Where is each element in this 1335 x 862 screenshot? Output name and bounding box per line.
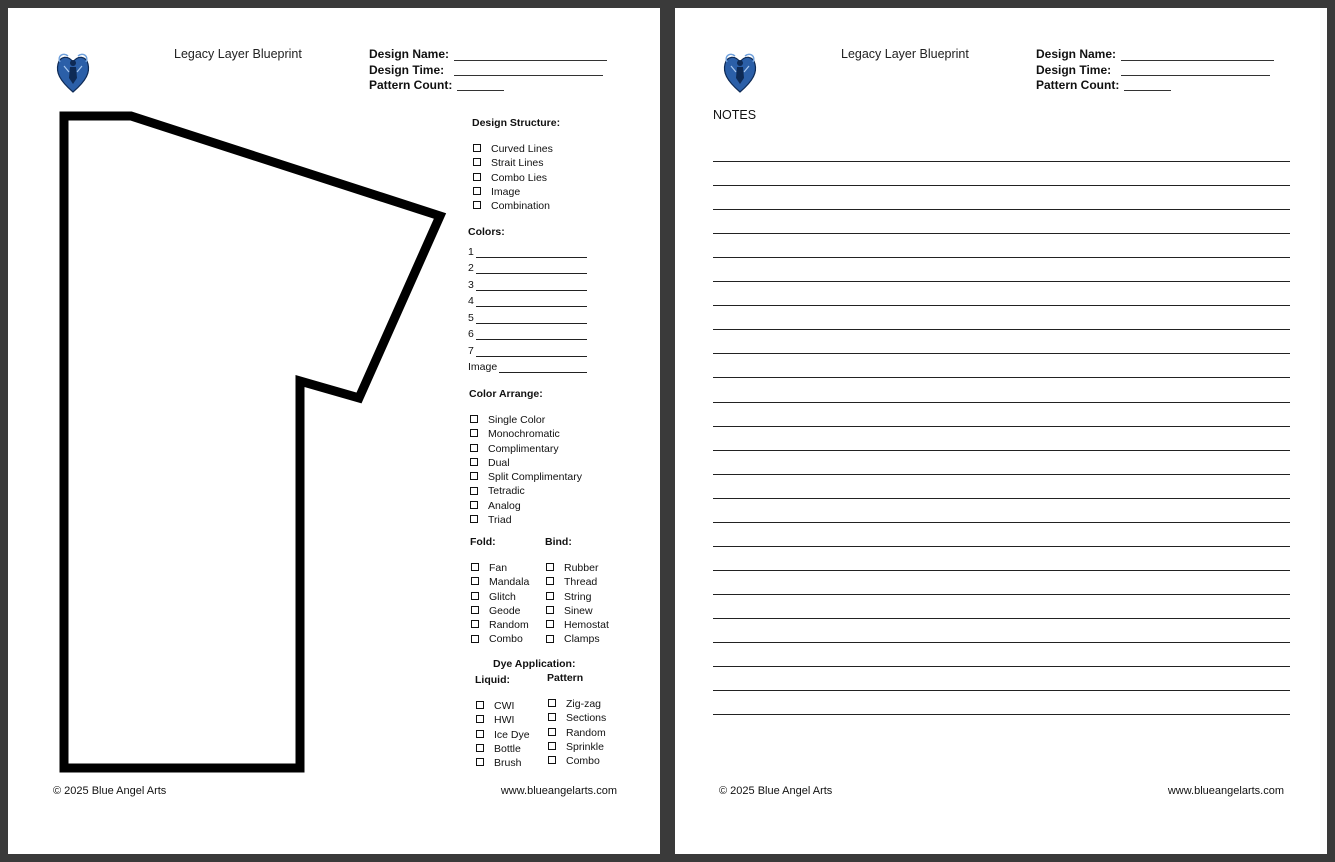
checkbox-icon[interactable] — [471, 577, 479, 585]
color-arrange-option-single-color[interactable] — [470, 413, 582, 427]
fold-option-geode[interactable] — [471, 604, 529, 618]
pattern-option-label: Random — [566, 726, 606, 739]
pattern-count-label: Pattern Count: — [369, 78, 453, 92]
design-structure-list — [473, 142, 553, 213]
notes-writing-line[interactable] — [713, 570, 1290, 571]
color-row-1 — [468, 241, 587, 258]
pattern-count-label: Pattern Count: — [1036, 78, 1120, 92]
fold-option-mandala[interactable] — [471, 575, 529, 589]
checkbox-icon[interactable] — [471, 592, 479, 600]
checkbox-icon[interactable] — [476, 758, 484, 766]
color-row-image — [468, 357, 587, 374]
pattern-count-field[interactable] — [457, 90, 504, 91]
checkbox-icon[interactable] — [546, 620, 554, 628]
fold-heading: Fold: — [470, 536, 496, 548]
notes-writing-line[interactable] — [713, 329, 1290, 330]
angel-heart-logo-icon — [722, 50, 758, 94]
liquid-option-label: Ice Dye — [494, 728, 530, 741]
color-row-label: 3 — [468, 278, 474, 291]
document-title: Legacy Layer Blueprint — [174, 47, 302, 61]
checkbox-icon[interactable] — [471, 606, 479, 614]
design-structure-option-label: Curved Lines — [491, 143, 553, 155]
document-title: Legacy Layer Blueprint — [841, 47, 969, 61]
checkbox-icon[interactable] — [546, 635, 554, 643]
checkbox-icon[interactable] — [548, 699, 556, 707]
fold-option-fan[interactable] — [471, 561, 529, 575]
checkbox-icon[interactable] — [471, 620, 479, 628]
fold-option-label: Random — [489, 619, 529, 632]
notes-writing-line[interactable] — [713, 402, 1290, 403]
color-arrange-option-monochromatic[interactable] — [470, 427, 582, 441]
liquid-option-brush[interactable] — [476, 756, 530, 770]
fold-option-label: Combo — [489, 633, 523, 646]
notes-writing-line[interactable] — [713, 618, 1290, 619]
bind-option-thread[interactable] — [546, 575, 609, 589]
bind-option-label: String — [564, 590, 592, 603]
checkbox-icon[interactable] — [470, 444, 478, 452]
color-row-7 — [468, 340, 587, 357]
checkbox-icon[interactable] — [546, 606, 554, 614]
pattern-option-label: Zig-zag — [566, 698, 602, 710]
bind-option-sinew[interactable] — [546, 604, 609, 618]
liquid-option-hwi[interactable] — [476, 713, 530, 727]
notes-writing-line[interactable] — [713, 161, 1290, 162]
color-entry-field[interactable] — [476, 279, 587, 291]
checkbox-icon[interactable] — [473, 173, 481, 181]
design-name-label: Design Name: — [369, 47, 450, 61]
color-arrange-option-label: Split Complimentary — [488, 471, 582, 484]
pattern-option-zig-zag[interactable] — [548, 697, 606, 711]
bind-heading: Bind: — [545, 536, 572, 548]
website-link[interactable]: www.blueangelarts.com — [500, 785, 617, 797]
color-arrange-option-label: Analog — [488, 499, 521, 512]
pattern-heading: Pattern — [547, 672, 584, 684]
color-row-label: 7 — [468, 344, 474, 357]
angel-heart-logo-icon — [55, 50, 91, 94]
liquid-option-label: Bottle — [494, 742, 521, 755]
checkbox-icon[interactable] — [548, 713, 556, 721]
design-structure-option-label: Combo Lies — [491, 171, 548, 184]
bind-option-clamps[interactable] — [546, 632, 609, 646]
liquid-option-label: CWI — [494, 700, 515, 712]
design-structure-option-image[interactable] — [473, 185, 553, 199]
checkbox-icon[interactable] — [548, 756, 556, 764]
bind-list — [546, 561, 609, 647]
design-name-field[interactable] — [454, 60, 607, 61]
bind-option-label: Hemostat — [564, 619, 609, 632]
colors-heading: Colors: — [468, 226, 505, 238]
design-structure-option-label: Image — [491, 185, 521, 198]
copyright-text: © 2025 Blue Angel Arts — [719, 785, 833, 797]
bind-option-label: Thread — [564, 576, 598, 589]
bind-option-hemostat[interactable] — [546, 618, 609, 632]
color-arrange-option-triad[interactable] — [470, 513, 582, 527]
pattern-list — [548, 697, 606, 768]
pattern-option-label: Sprinkle — [566, 740, 604, 753]
fold-option-combo[interactable] — [471, 632, 529, 646]
dye-application-heading: Dye Application: — [493, 658, 576, 670]
notes-writing-line[interactable] — [713, 450, 1290, 451]
checkbox-icon[interactable] — [470, 415, 478, 423]
liquid-option-label: HWI — [494, 714, 515, 727]
pattern-option-sprinkle[interactable] — [548, 740, 606, 754]
checkbox-icon[interactable] — [548, 742, 556, 750]
color-arrange-option-label: Single Color — [488, 414, 546, 426]
color-row-label: 6 — [468, 328, 474, 340]
checkbox-icon[interactable] — [473, 187, 481, 195]
sleeve-outline-diagram — [52, 106, 452, 778]
design-name-label: Design Name: — [1036, 47, 1117, 61]
liquid-heading: Liquid: — [475, 674, 510, 686]
design-time-field[interactable] — [1121, 75, 1270, 76]
pattern-option-random[interactable] — [548, 726, 606, 740]
color-entry-field[interactable] — [476, 295, 587, 307]
checkbox-icon[interactable] — [470, 458, 478, 466]
checkbox-icon[interactable] — [471, 635, 479, 643]
checkbox-icon[interactable] — [473, 144, 481, 152]
website-link[interactable]: www.blueangelarts.com — [1167, 785, 1284, 797]
color-row-6 — [468, 324, 587, 341]
color-entry-field[interactable] — [476, 328, 587, 340]
bind-option-rubber[interactable] — [546, 561, 609, 575]
color-row-label: 1 — [468, 245, 474, 258]
fold-option-label: Fan — [489, 562, 508, 574]
color-arrange-option-analog[interactable] — [470, 499, 582, 513]
color-arrange-option-label: Monochromatic — [488, 428, 560, 441]
checkbox-icon[interactable] — [476, 701, 484, 709]
color-arrange-option-split-complimentary[interactable] — [470, 470, 582, 484]
fold-list — [471, 561, 529, 647]
color-row-4 — [468, 291, 587, 308]
notes-writing-line[interactable] — [713, 714, 1290, 715]
checkbox-icon[interactable] — [473, 201, 481, 209]
checkbox-icon[interactable] — [471, 563, 479, 571]
color-row-label: 2 — [468, 262, 474, 274]
notes-writing-line[interactable] — [713, 209, 1290, 210]
notes-writing-line[interactable] — [713, 281, 1290, 282]
fold-option-label: Geode — [489, 604, 521, 617]
bind-option-string[interactable] — [546, 590, 609, 604]
fold-option-glitch[interactable] — [471, 590, 529, 604]
copyright-text: © 2025 Blue Angel Arts — [53, 785, 167, 797]
blueprint-page — [8, 8, 660, 854]
bind-option-label: Rubber — [564, 562, 599, 574]
checkbox-icon[interactable] — [546, 563, 554, 571]
color-row-3 — [468, 274, 587, 291]
color-arrange-option-dual[interactable] — [470, 456, 582, 470]
notes-heading: NOTES — [713, 108, 757, 122]
color-arrange-option-label: Dual — [488, 456, 510, 469]
pattern-option-combo[interactable] — [548, 754, 606, 768]
notes-writing-line[interactable] — [713, 257, 1290, 258]
color-arrange-option-label: Complimentary — [488, 442, 559, 455]
notes-writing-line[interactable] — [713, 522, 1290, 523]
checkbox-icon[interactable] — [470, 429, 478, 437]
liquid-option-ice-dye[interactable] — [476, 728, 530, 742]
color-arrange-heading: Color Arrange: — [469, 388, 543, 400]
fold-option-random[interactable] — [471, 618, 529, 632]
colors-list — [468, 241, 587, 373]
notes-writing-line[interactable] — [713, 546, 1290, 547]
design-time-label: Design Time: — [1036, 63, 1112, 77]
liquid-option-label: Brush — [494, 757, 522, 770]
color-arrange-option-tetradic[interactable] — [470, 484, 582, 498]
checkbox-icon[interactable] — [470, 487, 478, 495]
notes-writing-line[interactable] — [713, 426, 1290, 427]
notes-writing-line[interactable] — [713, 305, 1290, 306]
pattern-count-field[interactable] — [1124, 90, 1171, 91]
notes-writing-line[interactable] — [713, 185, 1290, 186]
checkbox-icon[interactable] — [473, 158, 481, 166]
notes-writing-line[interactable] — [713, 690, 1290, 691]
checkbox-icon[interactable] — [476, 744, 484, 752]
design-time-field[interactable] — [454, 75, 603, 76]
checkbox-icon[interactable] — [476, 715, 484, 723]
notes-writing-line[interactable] — [713, 642, 1290, 643]
fold-option-label: Mandala — [489, 576, 530, 589]
checkbox-icon[interactable] — [470, 472, 478, 480]
notes-writing-line[interactable] — [713, 353, 1290, 354]
pattern-option-label: Combo — [566, 755, 600, 768]
color-row-label: Image — [468, 361, 498, 373]
color-entry-field[interactable] — [476, 345, 587, 357]
checkbox-icon[interactable] — [546, 592, 554, 600]
fold-option-label: Glitch — [489, 590, 516, 603]
color-arrange-list — [470, 413, 582, 527]
design-structure-option-label: Combination — [491, 200, 550, 213]
design-time-label: Design Time: — [369, 63, 445, 77]
design-structure-option-label: Strait Lines — [491, 157, 544, 170]
color-row-5 — [468, 307, 587, 324]
color-entry-field[interactable] — [476, 312, 587, 324]
notes-writing-line[interactable] — [713, 377, 1290, 378]
notes-page — [675, 8, 1327, 854]
color-row-label: 5 — [468, 311, 474, 324]
pattern-option-sections[interactable] — [548, 711, 606, 725]
checkbox-icon[interactable] — [470, 515, 478, 523]
design-structure-option-combination[interactable] — [473, 199, 553, 213]
checkbox-icon[interactable] — [546, 577, 554, 585]
liquid-list — [476, 699, 530, 770]
design-structure-option-curved-lines[interactable] — [473, 142, 553, 156]
design-structure-option-combo-lies[interactable] — [473, 171, 553, 185]
checkbox-icon[interactable] — [470, 501, 478, 509]
checkbox-icon[interactable] — [476, 730, 484, 738]
notes-writing-line[interactable] — [713, 498, 1290, 499]
color-arrange-option-complimentary[interactable] — [470, 442, 582, 456]
color-arrange-option-label: Tetradic — [488, 485, 525, 498]
color-row-label: 4 — [468, 295, 474, 307]
design-structure-option-strait-lines[interactable] — [473, 156, 553, 170]
pattern-option-label: Sections — [566, 712, 607, 725]
notes-writing-line[interactable] — [713, 474, 1290, 475]
liquid-option-bottle[interactable] — [476, 742, 530, 756]
notes-writing-line[interactable] — [713, 233, 1290, 234]
design-name-field[interactable] — [1121, 60, 1274, 61]
bind-option-label: Sinew — [564, 604, 593, 617]
color-arrange-option-label: Triad — [488, 514, 512, 527]
color-row-2 — [468, 258, 587, 275]
color-entry-field[interactable] — [476, 246, 587, 258]
color-entry-field[interactable] — [476, 262, 587, 274]
checkbox-icon[interactable] — [548, 728, 556, 736]
color-entry-field[interactable] — [499, 361, 587, 373]
liquid-option-cwi[interactable] — [476, 699, 530, 713]
notes-writing-line[interactable] — [713, 594, 1290, 595]
notes-writing-line[interactable] — [713, 666, 1290, 667]
bind-option-label: Clamps — [564, 633, 600, 646]
design-structure-heading: Design Structure: — [472, 117, 561, 129]
